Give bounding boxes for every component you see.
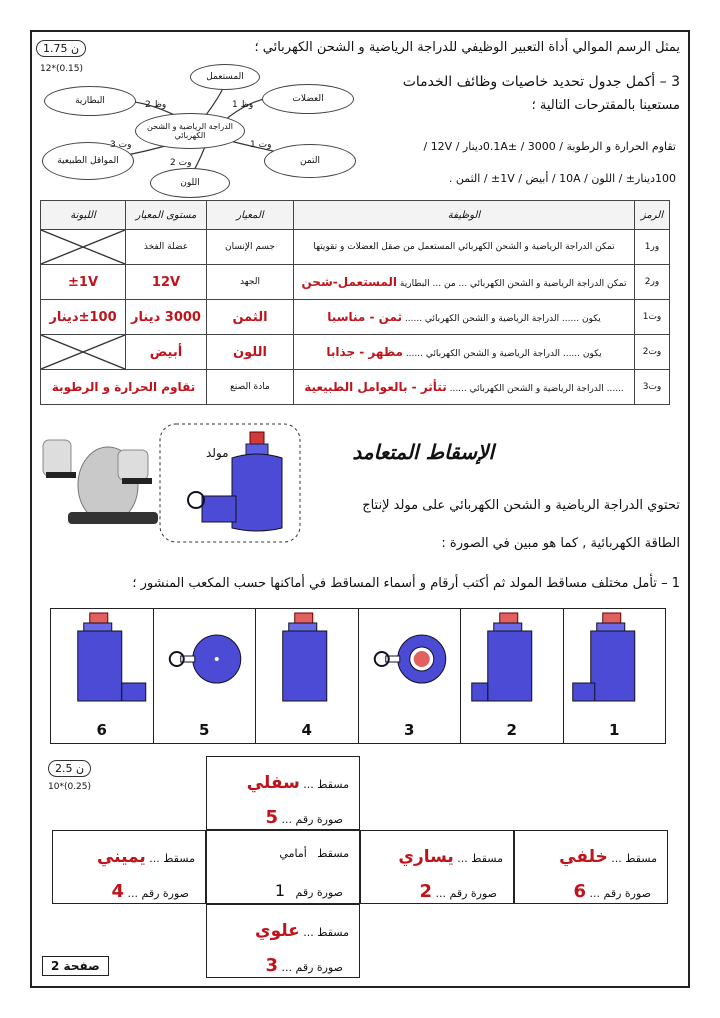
- cube-face-back: مسقط ... خلفي صورة رقم ... 6: [514, 830, 668, 904]
- function-text: تمكن الدراجة الرياضية و الشحن الكهربائي ... من ... البطارية: [399, 279, 627, 289]
- image-label: صورة رقم: [295, 961, 343, 974]
- view-label: مسقط: [471, 852, 503, 865]
- view-number: 3: [404, 721, 415, 739]
- view-number: 2: [506, 721, 517, 739]
- view-label: مسقط: [317, 847, 349, 860]
- view-name: علوي: [255, 921, 300, 941]
- cell-flexibility: ±1V: [41, 265, 126, 300]
- view-cell: [563, 609, 666, 743]
- score-badge-2-text: 2.5 ن: [55, 762, 85, 775]
- question-3-title: 3 – أكمل جدول تحديد خاصيات وظائف الخدمات: [402, 74, 680, 90]
- diagram-node-label: اللون: [180, 178, 200, 188]
- diagram-center-node: [135, 113, 245, 149]
- generator-callout: [146, 420, 306, 550]
- diagram-link-label: وت 2: [170, 158, 192, 168]
- view-6-back: [51, 609, 153, 713]
- proposals-line-1: تقاوم الحرارة و الرطوبة / 0.1A± / 3000دينار / 12V /: [423, 140, 676, 153]
- intro-line-2: الطاقة الكهربائية , كما هو مبين في الصورة :: [441, 536, 680, 551]
- cell-criterion: الثمن: [207, 300, 294, 335]
- image-label: صورة رقم: [141, 887, 189, 900]
- view-label: مسقط: [317, 926, 349, 939]
- diagram-link-label: وظ 2: [145, 100, 167, 110]
- cell-code: وت3: [635, 370, 670, 405]
- function-answer: تتأثر - بالعوامل الطبيعية: [304, 380, 447, 394]
- cell-criterion: جسم الإنسان: [207, 230, 294, 265]
- view-label: مسقط: [317, 778, 349, 791]
- function-answer: مظهر - جذابا: [326, 345, 403, 359]
- score-badge-2: [48, 760, 91, 777]
- table-row: [41, 265, 670, 300]
- function-answer: ثمن - مناسبا: [327, 310, 403, 324]
- diagram-link-label: وت 3: [110, 140, 132, 150]
- diagram-node-label: المواقل الطبيعية: [57, 156, 119, 166]
- diagram-node-muscles: [262, 84, 354, 114]
- section-title-text: الإسقاط المتعامد: [352, 440, 494, 464]
- view-name: أمامي: [279, 847, 307, 860]
- score-breakdown-2: 10*(0.25): [48, 782, 92, 792]
- view-number: 5: [199, 721, 210, 739]
- cell-function: [294, 265, 635, 300]
- cube-face-left: مسقط ... يميني صورة رقم ... 4: [52, 830, 206, 904]
- view-image-number: 3: [265, 955, 279, 976]
- image-label: صورة رقم: [449, 887, 497, 900]
- cell-function: [294, 300, 635, 335]
- cell-code: وت2: [635, 335, 670, 370]
- cell-level-merged: تقاوم الحرارة و الرطوبة: [41, 370, 207, 405]
- question-1: 1 – تأمل مختلف مساقط المولد ثم أكتب أرقام و أسماء المساقط في أماكنها حسب المكعب المنشور ؛: [132, 576, 680, 591]
- cell-level: 3000 دينار: [126, 300, 207, 335]
- header-function: الوظيفة: [294, 201, 635, 230]
- header-code: الرمز: [635, 201, 670, 230]
- view-image-number: 6: [573, 881, 587, 902]
- cell-function: [294, 370, 635, 405]
- function-characteristics-table: [40, 200, 670, 405]
- cube-face-front: [206, 830, 360, 904]
- cell-function: [294, 335, 635, 370]
- view-label: مسقط: [163, 852, 195, 865]
- intro-line-1: تحتوي الدراجة الرياضية و الشحن الكهربائي على مولد لإنتاج: [362, 498, 680, 513]
- diagram-node-label: البطارية: [75, 96, 105, 106]
- table-header-row: [41, 201, 670, 230]
- view-label: مسقط: [625, 852, 657, 865]
- function-text: ...... الدراجة الرياضية و الشحن الكهربائي ......: [449, 384, 624, 394]
- proposals-line-2: 100دينار± / اللون / 10A / أبيض / 1V± / الثمن .: [448, 172, 676, 185]
- view-cell: [460, 609, 563, 743]
- cell-criterion: مادة الصنع: [207, 370, 294, 405]
- header-criterion: المعيار: [207, 201, 294, 230]
- view-number: 4: [301, 721, 312, 739]
- section-title: [352, 440, 494, 464]
- view-3-top: [359, 609, 461, 713]
- score-badge-text: 1.75 ن: [43, 42, 80, 55]
- view-2-left: [461, 609, 563, 713]
- page-number: صفحة 2: [42, 956, 109, 976]
- function-text: يكون ...... الدراجة الرياضية و الشحن الكهربائي ......: [405, 349, 602, 359]
- cell-criterion: الجهد: [207, 265, 294, 300]
- cell-function: تمكن الدراجة الرياضية و الشحن الكهربائي المستعمل من صقل العضلات و تقويتها: [294, 230, 635, 265]
- view-4-right: [256, 609, 358, 713]
- view-name: يساري: [398, 847, 454, 867]
- table-row: [41, 300, 670, 335]
- diagram-link-label: وظ 1: [232, 100, 254, 110]
- view-image-number: 2: [419, 881, 433, 902]
- view-number: 6: [96, 721, 107, 739]
- view-name: سفلي: [246, 773, 300, 793]
- image-label: صورة رقم: [603, 887, 651, 900]
- cell-code: ور1: [635, 230, 670, 265]
- header-flexibility: الليونة: [41, 201, 126, 230]
- view-name: خلفي: [559, 847, 608, 867]
- diagram-node-label: المستعمل: [206, 72, 244, 82]
- view-5-bottom: [154, 609, 256, 713]
- diagram-link-label: وت 1: [250, 140, 272, 150]
- cell-level: عضلة الفخذ: [126, 230, 207, 265]
- diagram-node-battery: [44, 86, 136, 116]
- cell-level: 12V: [126, 265, 207, 300]
- cell-flexibility: ±100دينار: [41, 300, 126, 335]
- view-cell: [153, 609, 256, 743]
- view-cell: [255, 609, 358, 743]
- view-image-number: 4: [111, 881, 125, 902]
- image-label: صورة رقم: [295, 886, 343, 899]
- diagram-center-label: الدراجة الرياضية و الشحن الكهربائي: [147, 122, 233, 140]
- view-cell: [51, 609, 153, 743]
- diagram-node-price: [264, 144, 356, 178]
- function-answer: المستعمل-شحن: [301, 275, 398, 289]
- diagram-node-color: [150, 168, 230, 198]
- diagram-node-user: [190, 64, 260, 90]
- cube-face-bottom: مسقط ... علوي صورة رقم ... 3: [206, 904, 360, 978]
- cell-code: ور2: [635, 265, 670, 300]
- diagram-node-label: التمن: [299, 156, 320, 166]
- generator-label: مولد: [206, 446, 229, 460]
- cell-code: وت1: [635, 300, 670, 335]
- view-cell: [358, 609, 461, 743]
- view-1-front: [564, 609, 666, 713]
- cube-face-right: مسقط ... يساري صورة رقم ... 2: [360, 830, 514, 904]
- cube-face-top: مسقط ... سفلي صورة رقم ... 5: [206, 756, 360, 830]
- table-row: [41, 370, 670, 405]
- view-name: يميني: [96, 847, 146, 867]
- view-number: 1: [609, 721, 620, 739]
- score-badge: [36, 40, 86, 57]
- diagram-node-label: العضلات: [292, 94, 324, 104]
- table-row: [41, 335, 670, 370]
- cell-flexibility-crossed: [41, 230, 126, 265]
- header-level: مستوى المعيار: [126, 201, 207, 230]
- image-label: صورة رقم: [295, 813, 343, 826]
- projection-views-strip: [50, 608, 666, 744]
- cell-criterion: اللون: [207, 335, 294, 370]
- cell-level: أبيض: [126, 335, 207, 370]
- view-image-number: 5: [265, 807, 279, 828]
- question-3-subtitle: مستعينا بالمقترحات التالية ؛: [531, 98, 680, 113]
- view-image-number: 1: [274, 881, 285, 900]
- table-row: [41, 230, 670, 265]
- score-breakdown: 12*(0.15): [40, 64, 84, 74]
- page-title: يمثل الرسم الموالي أداة التعبير الوظيفي للدراجة الرياضية و الشحن الكهربائي ؛: [254, 40, 680, 55]
- pedal-exerciser-image: [38, 420, 158, 530]
- cell-flexibility-crossed: [41, 335, 126, 370]
- function-text: يكون ...... الدراجة الرياضية و الشحن الكهربائي ......: [404, 314, 601, 324]
